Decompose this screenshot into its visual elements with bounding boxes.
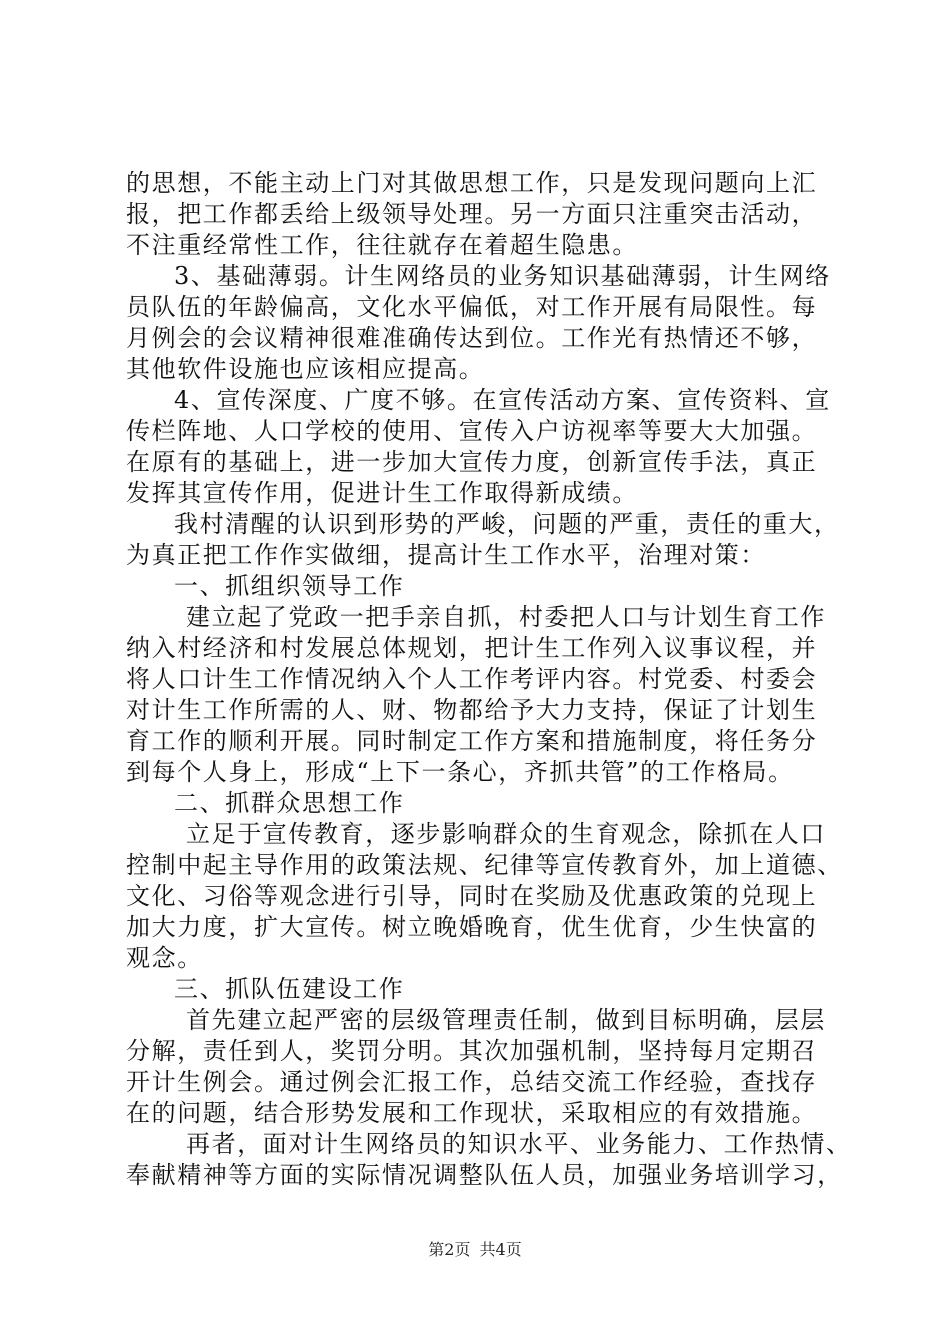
text-line: 纳入村经济和村发展总体规划，把计生工作列入议事议程，并 (126, 634, 818, 662)
text-line: 其他软件设施也应该相应提高。 (126, 355, 485, 383)
section-heading: 三、抓队伍建设工作 (174, 975, 405, 1003)
paragraph-start-line: 再者，面对计生网络员的知识水平、业务能力、工作热情、 (186, 1130, 852, 1158)
paragraph-start-line: 建立起了党政一把手亲自抓，村委把人口与计划生育工作 (186, 603, 826, 631)
paragraph-start-line: 立足于宣传教育，逐步影响群众的生育观念，除抓在人口 (186, 820, 826, 848)
text-line: 不注重经常性工作，往往就存在着超生隐患。 (126, 231, 638, 259)
section-heading: 一、抓组织领导工作 (174, 572, 405, 600)
page-footer (0, 1240, 950, 1260)
text-line: 加大力度，扩大宣传。树立晚婚晚育，优生优育，少生快富的 (126, 913, 818, 941)
text-line: 的思想，不能主动上门对其做思想工作，只是发现问题向上汇 (126, 169, 818, 197)
text-line: 在的问题，结合形势发展和工作现状，采取相应的有效措施。 (126, 1099, 818, 1127)
section-heading: 二、抓群众思想工作 (174, 789, 405, 817)
paragraph-start-line: 我村清醒的认识到形势的严峻，问题的严重，责任的重大， (174, 510, 840, 538)
paragraph-start-line: 4、宣传深度、广度不够。在宣传活动方案、宣传资料、宣 (174, 386, 831, 414)
text-line: 发挥其宣传作用，促进计生工作取得新成绩。 (126, 479, 638, 507)
text-line: 文化、习俗等观念进行引导，同时在奖励及优惠政策的兑现上 (126, 882, 818, 910)
page-number: 第2页 (428, 1240, 471, 1259)
text-line: 对计生工作所需的人、财、物都给予大力支持，保证了计划生 (126, 696, 818, 724)
text-line: 报，把工作都丢给上级领导处理。另一方面只注重突击活动， (126, 200, 818, 228)
paragraph-start-line: 首先建立起严密的层级管理责任制，做到目标明确，层层 (186, 1006, 826, 1034)
text-line: 到每个人身上，形成“上下一条心，齐抓共管”的工作格局。 (126, 758, 794, 786)
document-body (126, 168, 852, 1191)
text-line: 分解，责任到人，奖罚分明。其次加强机制，坚持每月定期召 (126, 1037, 818, 1065)
text-line: 控制中起主导作用的政策法规、纪律等宣传教育外，加上道德、 (126, 851, 843, 879)
text-line: 开计生例会。通过例会汇报工作，总结交流工作经验，查找存 (126, 1068, 818, 1096)
text-line: 为真正把工作作实做细，提高计生工作水平，治理对策： (126, 541, 766, 569)
text-line: 育工作的顺利开展。同时制定工作方案和措施制度，将任务分 (126, 727, 818, 755)
text-line: 员队伍的年龄偏高，文化水平偏低，对工作开展有局限性。每 (126, 293, 818, 321)
text-line: 奉献精神等方面的实际情况调整队伍人员，加强业务培训学习， (126, 1161, 843, 1189)
text-line: 月例会的会议精神很难准确传达到位。工作光有热情还不够， (126, 324, 818, 352)
text-line: 传栏阵地、人口学校的使用、宣传入户访视率等要大大加强。 (126, 417, 818, 445)
text-line: 观念。 (126, 944, 203, 972)
paragraph-start-line: 3、基础薄弱。计生网络员的业务知识基础薄弱，计生网络 (174, 262, 831, 290)
text-line: 将人口计生工作情况纳入个人工作考评内容。村党委、村委会 (126, 665, 818, 693)
page-total: 共4页 (479, 1240, 522, 1259)
text-line: 在原有的基础上，进一步加大宣传力度，创新宣传手法，真正 (126, 448, 818, 476)
